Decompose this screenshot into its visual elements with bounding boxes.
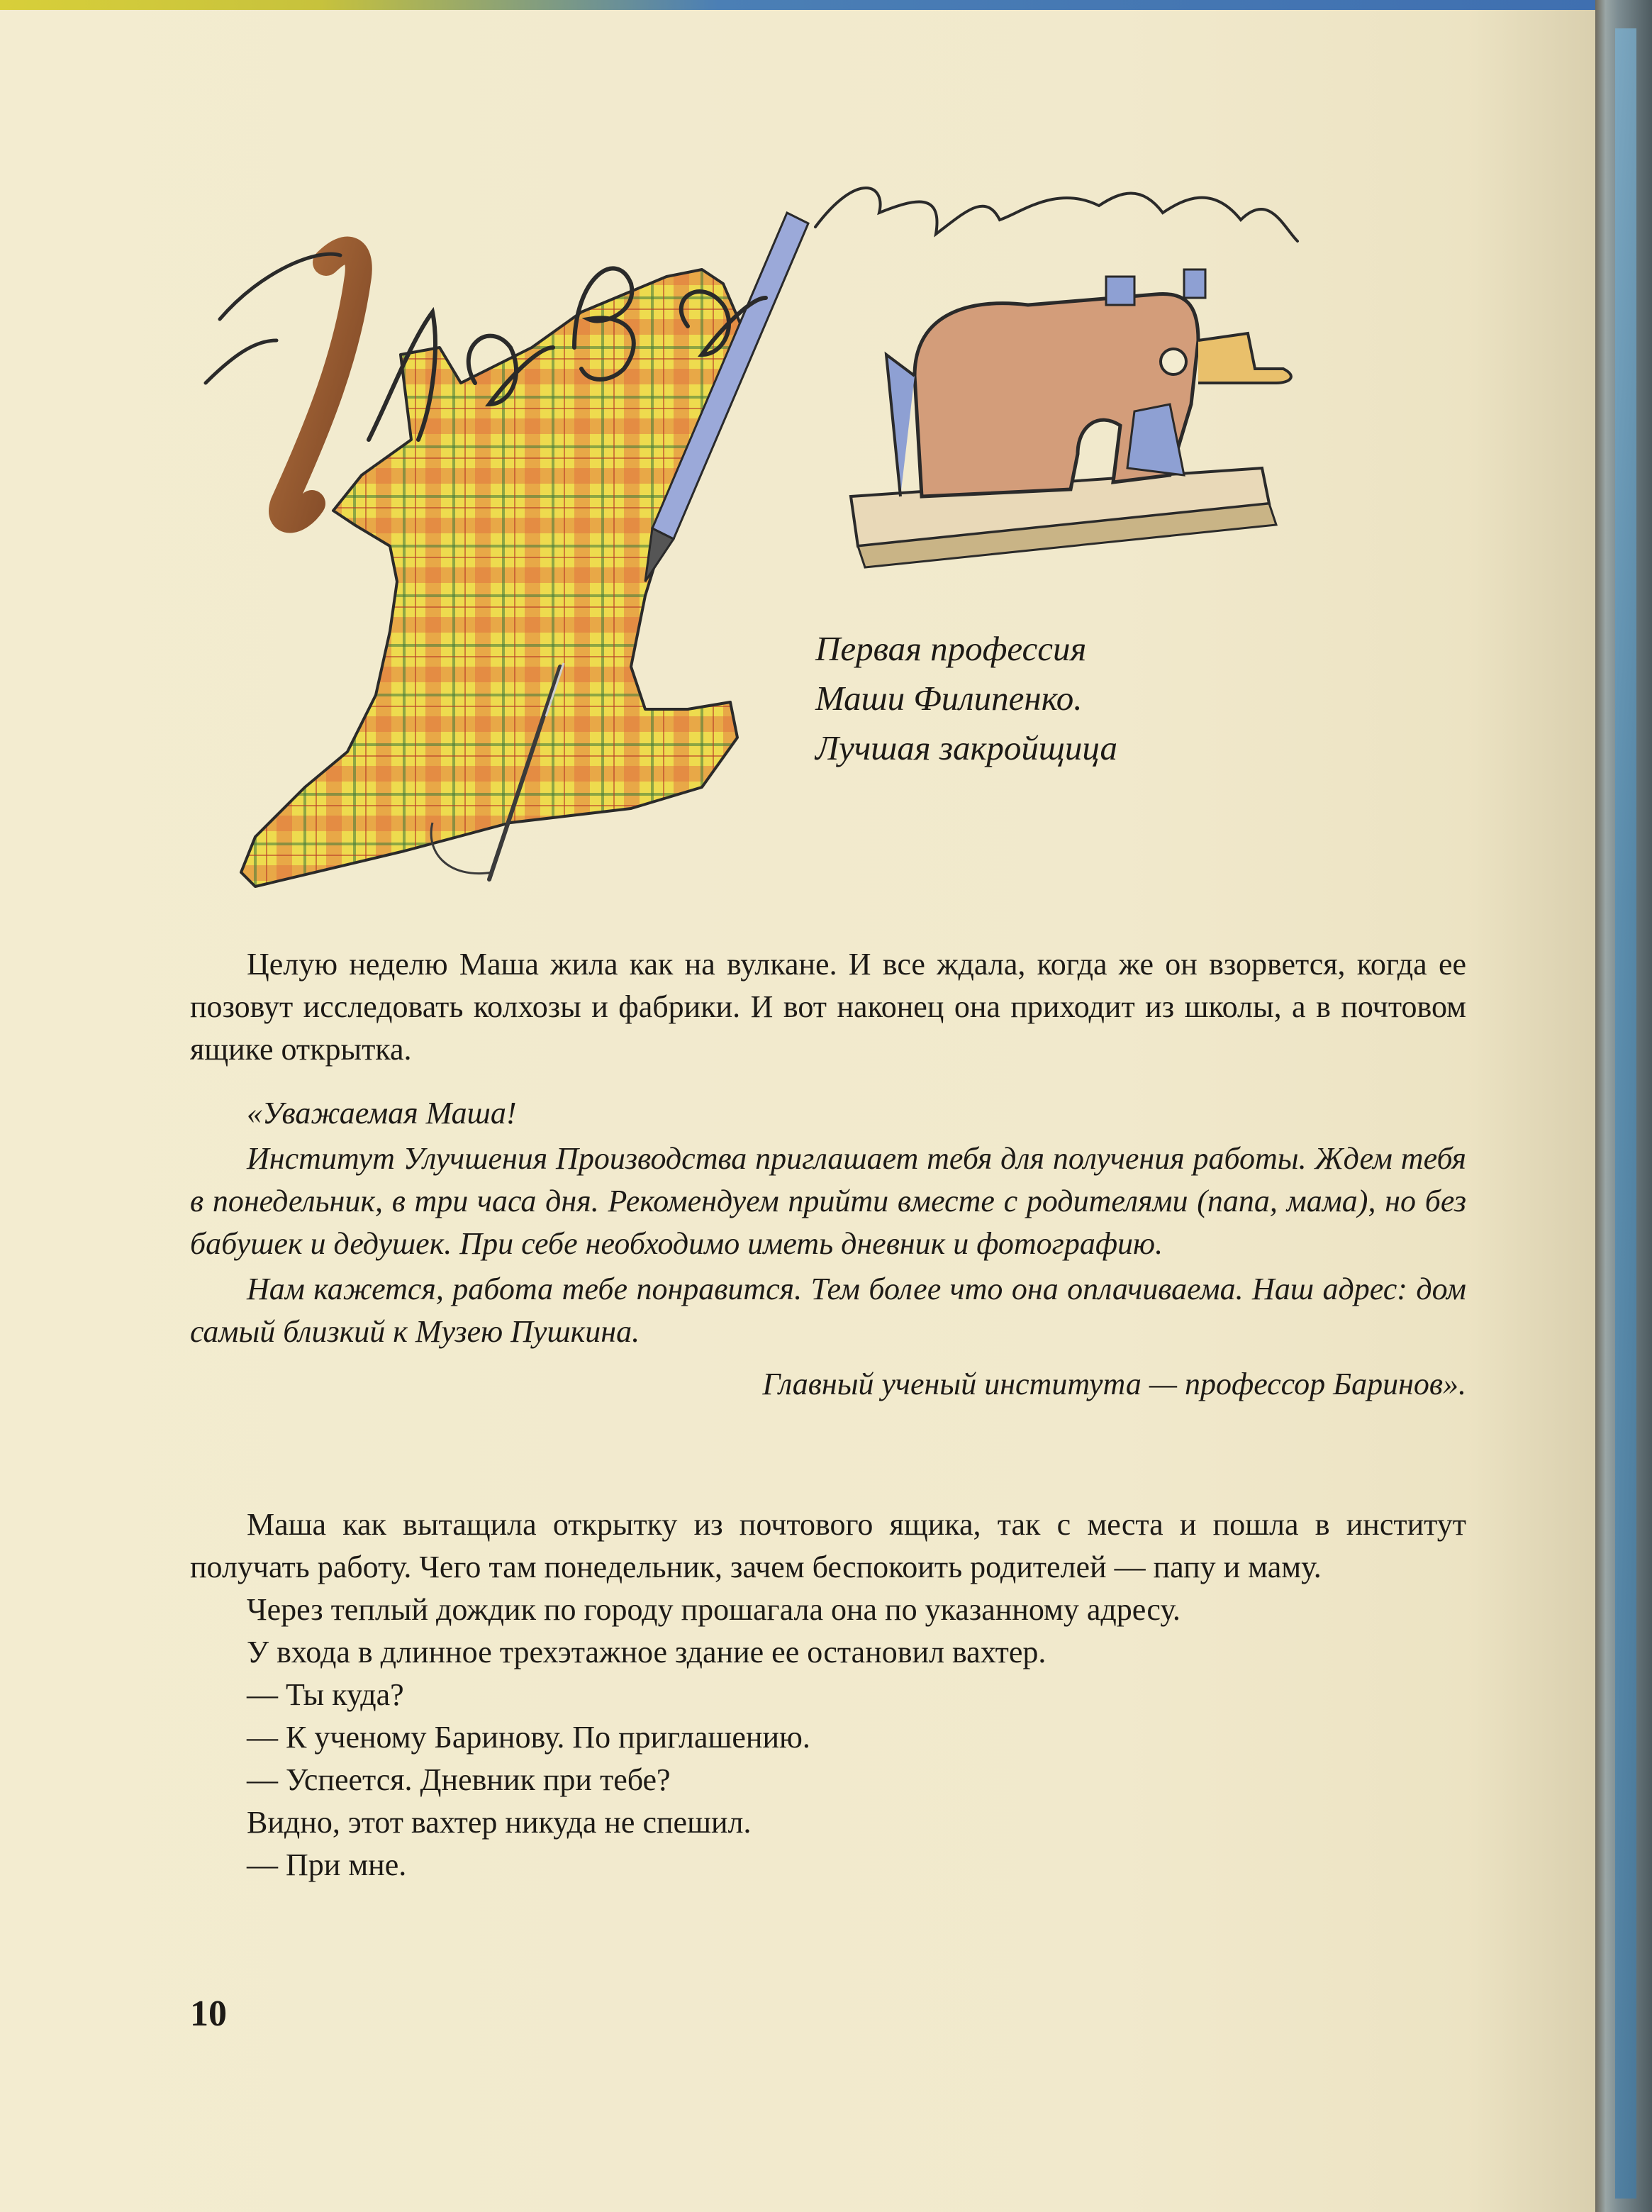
dialog-line: — Ты куда? [247, 1677, 404, 1712]
book-spine-edge [1595, 0, 1652, 2212]
intro-paragraph-block [190, 943, 1466, 1071]
letter-paragraph: Институт Улучшения Производства приглашает тебя для получения работы. Ждем тебя в понедельник, в три часа дня. Рекомендуем прийти вместе с родителями (папа, мама), но без бабушек и дедушек. При себе необходимо иметь дневник и фотографию. [190, 1141, 1466, 1261]
story-block [190, 1504, 1466, 1886]
letter-signature: Главный ученый института — профессор Баринов». [762, 1367, 1466, 1401]
story-paragraph: Через теплый дождик по городу прошагала она по указанному адресу. [247, 1592, 1181, 1627]
page-number: 10 [190, 1994, 227, 2034]
subtitle-line: Маши Филипенко. [815, 679, 1083, 718]
dialog-line: — Успеется. Дневник при тебе? [247, 1762, 671, 1797]
intro-paragraph: Целую неделю Маша жила как на вулкане. И все ждала, когда же он взорвется, когда ее позовут исследовать колхозы и фабрики. И вот наконец она приходит из школы, а в почтовом ящике открытка. [190, 947, 1466, 1067]
dialog-line: — При мне. [247, 1847, 407, 1882]
story-paragraph: Видно, этот вахтер никуда не спешил. [247, 1805, 752, 1840]
chapter-subtitle [815, 624, 1453, 773]
sewing-machine [851, 269, 1291, 567]
plaid-number-one [241, 269, 744, 887]
letter-greeting: «Уважаемая Маша! [247, 1096, 517, 1130]
subtitle-line: Первая профессия [815, 629, 1087, 668]
invitation-letter [190, 1092, 1466, 1406]
chapter-illustration [177, 170, 1482, 922]
story-paragraph: Маша как вытащила открытку из почтового ящика, так с места и пошла в институт получать работу. Чего там понедельник, зачем беспокоить родителей — папу и маму. [190, 1507, 1466, 1584]
top-color-strip [0, 0, 1595, 10]
spine-tab [1615, 28, 1636, 2199]
letter-paragraph: Нам кажется, работа тебе понравится. Тем более что она оплачиваема. Наш адрес: дом самый близкий к Музею Пушкина. [190, 1272, 1466, 1349]
subtitle-line: Лучшая закройщица [815, 728, 1117, 767]
story-paragraph: У входа в длинное трехэтажное здание ее остановил вахтер. [247, 1635, 1047, 1669]
dialog-line: — К ученому Баринову. По приглашению. [247, 1720, 810, 1755]
